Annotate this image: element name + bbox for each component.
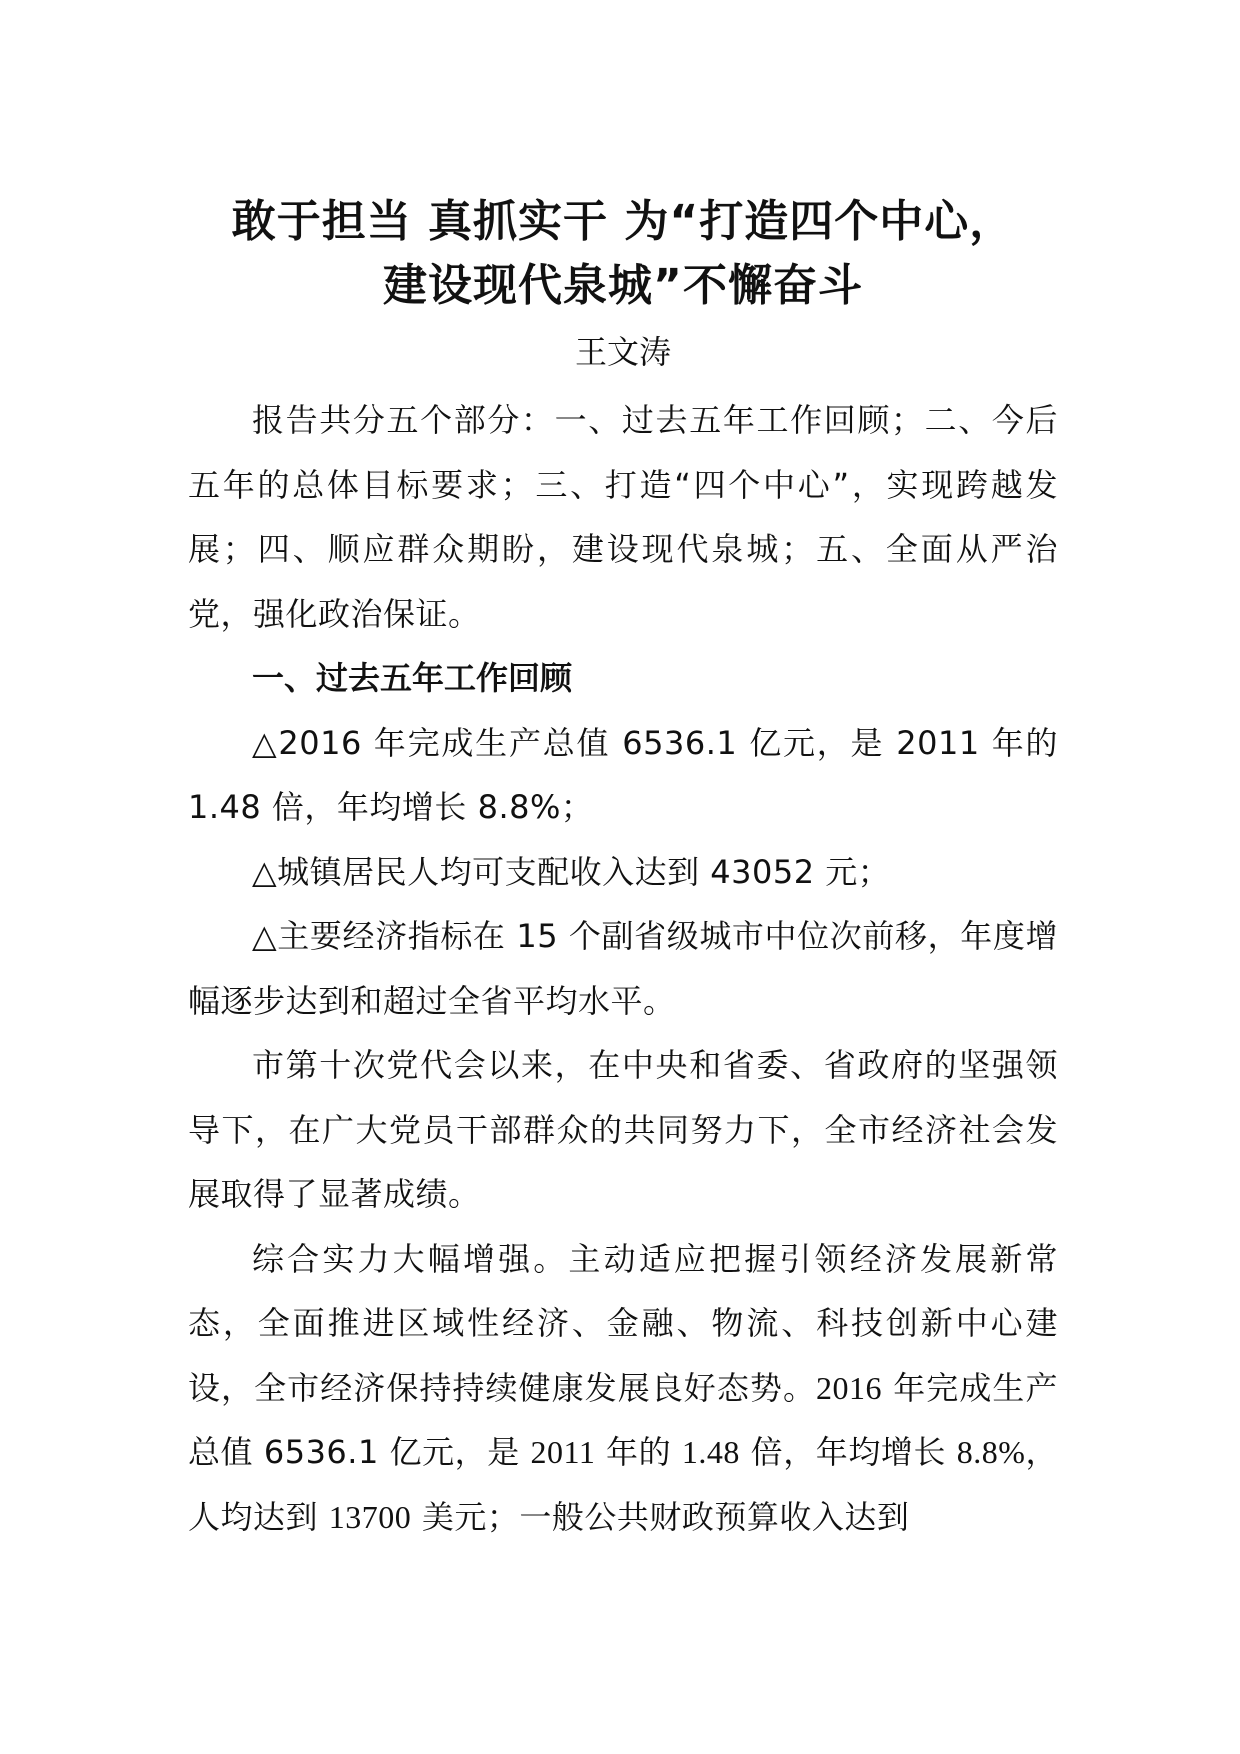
strength-num-5: 13700 (328, 1498, 412, 1535)
bullet-gdp: △2016 年完成生产总值 6536.1 亿元，是 2011 年的1.48 倍，年均增长 8.8%； (188, 723, 1058, 826)
author-name: 王文涛 (574, 333, 671, 371)
strength-paragraph (188, 1227, 1058, 1550)
strength-text-2: 年完成生产总值 6536.1 亿元，是 (188, 1368, 1058, 1471)
bullet-indicators: △主要经济指标在 15 个副省级城市中位次前移，年度增幅逐步达到和超过全省平均水平。 (188, 917, 1058, 1020)
strength-num-2: 2011 (530, 1434, 596, 1470)
strength-text-1: 综合实力大幅增强。主动适应把握引领经济发展新常态，全面推进区域性经济、金融、物流、科技创新中心建设，全市经济保持持续健康发展良好态势。 (188, 1239, 1058, 1407)
strength-num-4: 8.8% (956, 1434, 1026, 1470)
title-line-2: 建设现代泉城”不懈奋斗 (383, 260, 863, 311)
strength-num-1: 2016 (816, 1369, 883, 1406)
strength-text-6: 美元；一般公共财政预算收入达到 (411, 1497, 910, 1536)
title-line-1: 敢于担当 真抓实干 为“打造四个中心， (231, 196, 1015, 247)
document-title (188, 190, 1058, 318)
report-outline-paragraph: 报告共分五个部分：一、过去五年工作回顾；二、今后五年的总体目标要求；三、打造“四个中心”，实现跨越发展；四、顺应群众期盼，建设现代泉城；五、全面从严治党，强化政治保证。 (188, 401, 1058, 633)
intro-paragraph: 市第十次党代会以来，在中央和省委、省政府的坚强领导下，在广大党员干部群众的共同努力下，全市经济社会发展取得了显著成绩。 (188, 1046, 1058, 1213)
strength-text-4: 倍，年均增长 (739, 1433, 957, 1471)
bullet-income: △城镇居民人均可支配收入达到 43052 元； (252, 852, 891, 891)
document-page (188, 190, 1058, 1549)
strength-num-3: 1.48 (681, 1434, 740, 1470)
strength-text-5: ，人均达到 (188, 1433, 1058, 1536)
section-heading: 一、过去五年工作回顾 (252, 659, 573, 697)
strength-text-3: 年的 (595, 1433, 682, 1471)
